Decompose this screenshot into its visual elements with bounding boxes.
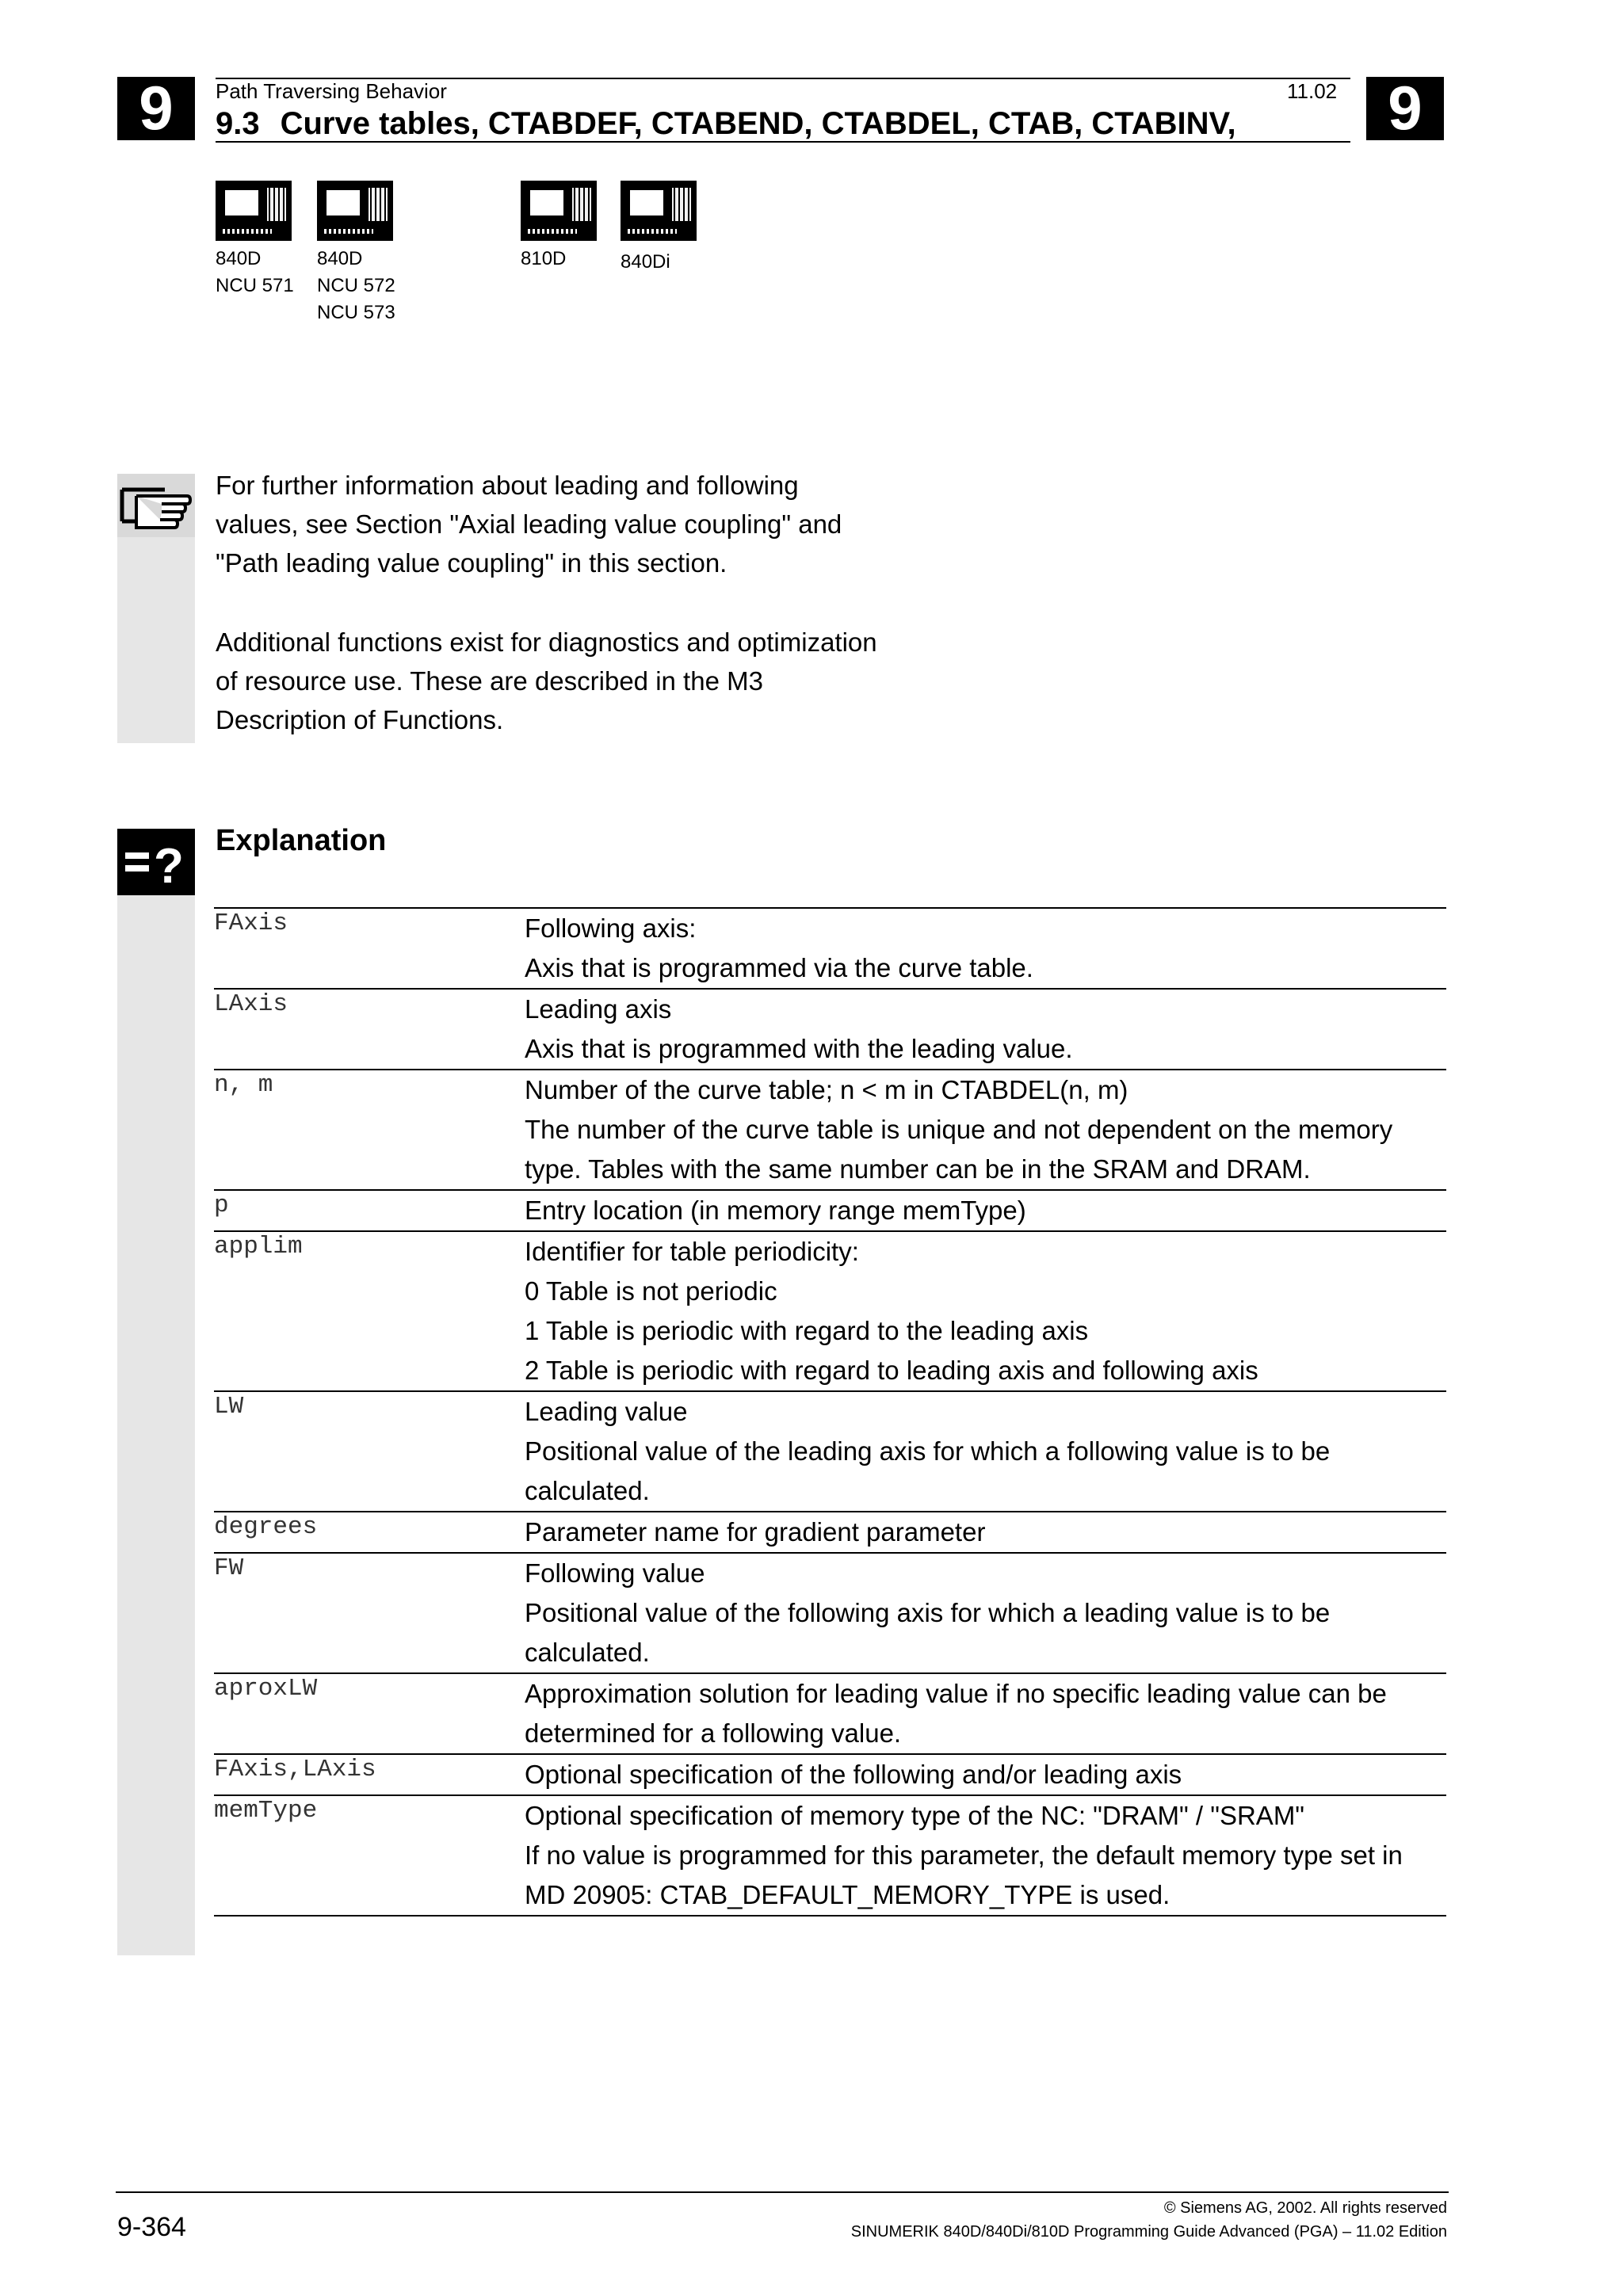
parameter-name: FW [214, 1553, 525, 1673]
header-bottom-rule [216, 141, 1350, 143]
description-line: Leading value [525, 1397, 688, 1426]
description-line: Parameter name for gradient parameter [525, 1517, 986, 1547]
description-line: Entry location (in memory range memType) [525, 1196, 1026, 1225]
control-label-840d-ncu571: 840D NCU 571 [216, 248, 294, 296]
parameter-name: memType [214, 1795, 525, 1916]
table-row [214, 1673, 1446, 1754]
description-line: If no value is programmed for this parameter, the default memory type set in MD 20905: CTAB_DEFAULT_MEMORY_TYPE is used. [525, 1840, 1403, 1909]
parameter-description [525, 1754, 1446, 1795]
control-label-840d-ncu572-573: 840D NCU 572 NCU 573 [317, 248, 395, 323]
parameter-name: LW [214, 1391, 525, 1512]
description-line: 0 Table is not periodic [525, 1276, 777, 1306]
control-unit-icon [621, 181, 697, 241]
control-unit-icon [216, 181, 292, 241]
description-line: Following axis: [525, 913, 697, 943]
table-row [214, 1231, 1446, 1391]
parameter-description [525, 1512, 1446, 1553]
page-number: 9-364 [117, 2212, 186, 2242]
description-line: Leading axis [525, 994, 672, 1024]
description-line: Identifier for table periodicity: [525, 1237, 859, 1266]
parameter-name: n, m [214, 1070, 525, 1190]
parameter-description [525, 1673, 1446, 1754]
svg-text:?: ? [154, 839, 184, 894]
description-line: Axis that is programmed via the curve table. [525, 953, 1033, 982]
parameter-description [525, 1795, 1446, 1916]
parameter-table [214, 907, 1446, 1917]
explanation-sidebar [117, 829, 195, 1955]
control-unit-icon [317, 181, 393, 241]
description-line: 1 Table is periodic with regard to the leading axis [525, 1316, 1089, 1345]
description-line: Approximation solution for leading value if no specific leading value can be determined for a following value. [525, 1679, 1387, 1748]
table-row [214, 1795, 1446, 1916]
description-line: Optional specification of the following and/or leading axis [525, 1760, 1182, 1789]
section-number: 9.3 [216, 106, 260, 141]
table-row [214, 908, 1446, 989]
explanation-title: Explanation [216, 824, 387, 857]
table-row [214, 1190, 1446, 1231]
header-top-rule [216, 78, 1350, 79]
description-line: Following value [525, 1558, 705, 1588]
description-line: 2 Table is periodic with regard to leading axis and following axis [525, 1356, 1258, 1385]
description-line: Number of the curve table; n < m in CTABDEL(n, m) [525, 1075, 1128, 1104]
copyright: © Siemens AG, 2002. All rights reserved [1163, 2199, 1447, 2217]
note-paragraph-1: For further information about leading and following values, see Section "Axial leading value coupling" and "Path leading value coupling" in this section. [216, 471, 842, 578]
chapter-number-badge-left: 9 [117, 77, 195, 140]
parameter-name: FAxis [214, 908, 525, 989]
description-line: Positional value of the following axis for which a leading value is to be calculated. [525, 1598, 1331, 1667]
running-header-date: 11.02 [1287, 79, 1338, 103]
description-line: Positional value of the leading axis for which a following value is to be calculated. [525, 1436, 1331, 1505]
parameter-description [525, 1231, 1446, 1391]
parameter-description [525, 1190, 1446, 1231]
table-row [214, 1754, 1446, 1795]
parameter-description [525, 1070, 1446, 1190]
parameter-description [525, 989, 1446, 1070]
table-row [214, 1512, 1446, 1553]
table-row [214, 1553, 1446, 1673]
parameter-description [525, 1553, 1446, 1673]
parameter-description [525, 1391, 1446, 1512]
equals-question-icon [117, 829, 195, 895]
chapter-number-badge-right: 9 [1366, 77, 1444, 140]
document-title: SINUMERIK 840D/840Di/810D Programming Guide Advanced (PGA) – 11.02 Edition [850, 2223, 1447, 2241]
control-label-840di: 840Di [621, 251, 670, 273]
parameter-name: FAxis,LAxis [214, 1754, 525, 1795]
table-row [214, 989, 1446, 1070]
control-unit-icon [521, 181, 597, 241]
description-line: The number of the curve table is unique and not dependent on the memory type. Tables with the same number can be in the SRAM and DRAM. [525, 1115, 1393, 1184]
parameter-name: aproxLW [214, 1673, 525, 1754]
running-header-section: Path Traversing Behavior [216, 79, 447, 103]
table-row [214, 1070, 1446, 1190]
parameter-name: LAxis [214, 989, 525, 1070]
table-row [214, 1391, 1446, 1512]
note-paragraph-2: Additional functions exist for diagnostics and optimization of resource use. These are described in the M3 Description of Functions. [216, 627, 877, 734]
parameter-name: p [214, 1190, 525, 1231]
parameter-name: degrees [214, 1512, 525, 1553]
description-line: Axis that is programmed with the leading value. [525, 1034, 1073, 1063]
control-label-810d: 810D [521, 248, 567, 269]
pointing-hand-icon [117, 474, 195, 537]
description-line: Optional specification of memory type of the NC: "DRAM" / "SRAM" [525, 1801, 1305, 1830]
parameter-name: applim [214, 1231, 525, 1391]
parameter-description [525, 908, 1446, 989]
footer-rule [116, 2191, 1449, 2193]
section-title: Curve tables, CTABDEF, CTABEND, CTABDEL, CTAB, CTABINV, [280, 106, 1236, 141]
section-heading [216, 106, 1236, 142]
